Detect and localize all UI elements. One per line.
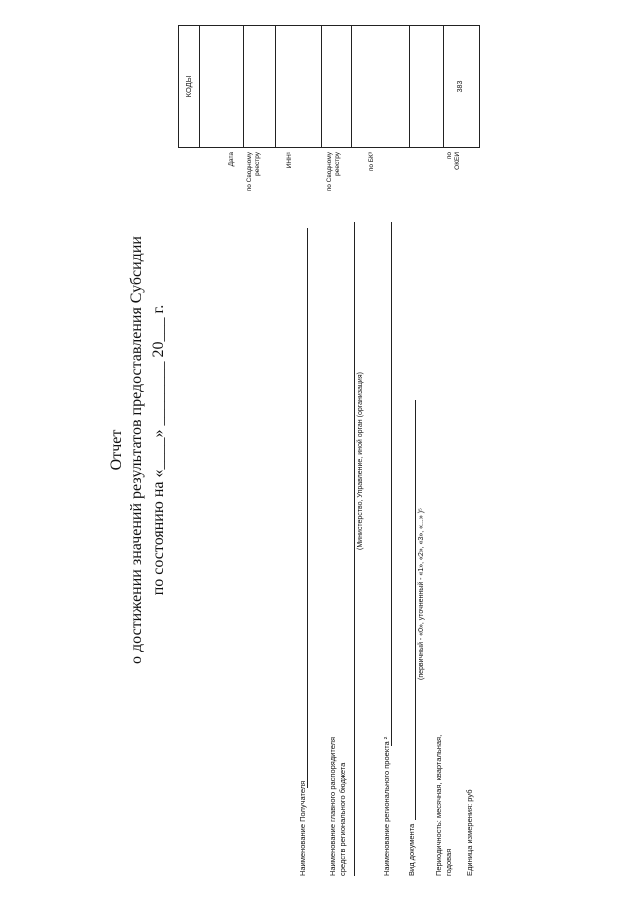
code-label-reestr2-2: реестру	[334, 152, 341, 176]
doc-type-line[interactable]	[415, 400, 416, 820]
code-label-reestr1-1: по Сводному	[246, 152, 253, 192]
code-row-blank[interactable]	[409, 26, 410, 147]
regional-project-label: Наименование регионального проекта ²	[382, 736, 391, 876]
doc-type-hint: (первичный - «0», уточненный - «1», «2», «3», «...» )⁵	[418, 508, 425, 680]
code-label-inn: ИНН¹	[286, 152, 293, 169]
code-label-date: Дата	[228, 152, 235, 167]
unit-label: Единица измерения: руб	[465, 789, 474, 876]
code-label-reestr1-2: реестру	[254, 152, 261, 176]
code-row-bk[interactable]	[351, 26, 352, 147]
okei-value: 383	[457, 80, 464, 93]
report-subtitle: о достижении значений результатов предоставления Субсидии	[128, 236, 145, 664]
regional-project-line[interactable]	[391, 222, 392, 746]
report-title: Отчет	[108, 429, 125, 471]
report-date-line: по состоянию на «____» ________ 20___ г.	[150, 304, 167, 596]
code-label-reestr2-1: по Сводному	[326, 152, 333, 192]
code-label-okei-2: ОКЕИ	[454, 152, 461, 170]
main-manager-hint: (Министерство, Управление, иной орган (организация)	[357, 372, 364, 550]
code-row-reestr1[interactable]	[243, 26, 244, 147]
periodicity-label-1: Периодичность: месячная, квартальная,	[434, 734, 443, 876]
code-row-okei[interactable]	[443, 26, 444, 147]
code-row-date[interactable]	[199, 26, 200, 147]
main-manager-label-1: Наименование главного распорядителя	[328, 736, 337, 876]
periodicity-label-2: годовая	[444, 848, 453, 876]
code-label-bk: по БК³	[368, 152, 375, 172]
main-manager-line[interactable]	[354, 222, 355, 876]
doc-type-label: Вид документа	[407, 823, 416, 876]
code-label-okei-1: по	[446, 152, 453, 160]
recipient-line[interactable]	[307, 228, 308, 788]
codes-table	[178, 25, 480, 148]
main-manager-label-2: средств регионального бюджета	[338, 762, 347, 876]
recipient-label: Наименование Получателя	[298, 780, 307, 876]
codes-header: КОДЫ	[184, 75, 193, 98]
rotated-form	[10, 20, 630, 880]
code-row-inn[interactable]	[275, 26, 276, 147]
code-row-reestr2[interactable]	[321, 26, 322, 147]
